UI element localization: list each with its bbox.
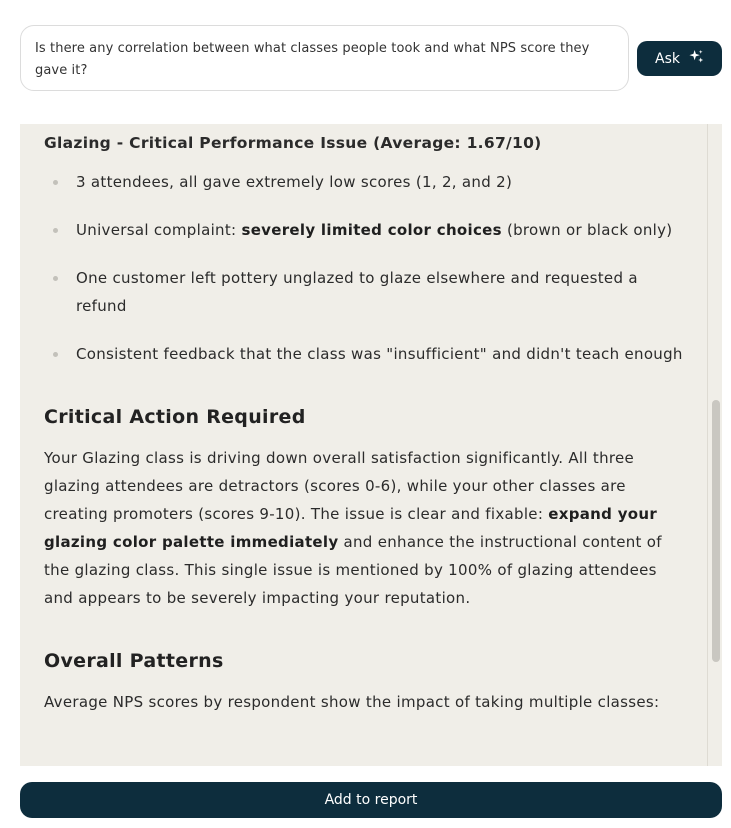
add-to-report-button[interactable] — [20, 782, 722, 818]
critical-action-heading: Critical Action Required — [44, 406, 306, 428]
ask-button-label: Ask — [655, 50, 680, 67]
ask-button[interactable] — [637, 41, 722, 76]
bullet-text: Consistent feedback that the class was "insufficient" and didn't teach enough — [76, 345, 683, 363]
list-item — [44, 216, 688, 244]
overall-patterns-paragraph: Average NPS scores by respondent show the impact of taking multiple classes: — [44, 693, 660, 711]
paragraph-text-pre: Your Glazing class is driving down overall satisfaction significantly. All three glazing attendees are detractors (scores 0-6), while your other classes are creating promoters (scores 9-10). The issue is clear and fixable: — [44, 449, 635, 523]
paragraph-text-bold: expand your glazing color palette immediately — [44, 505, 658, 551]
bullet-text-post: (brown or black only) — [501, 221, 673, 239]
overall-patterns-heading: Overall Patterns — [44, 650, 224, 672]
glazing-heading: Glazing - Critical Performance Issue (Average: 1.67/10) — [44, 134, 542, 152]
list-item — [44, 264, 688, 320]
scrollbar-track[interactable] — [707, 124, 722, 766]
add-to-report-label: Add to report — [324, 792, 418, 808]
bullet-text: One customer left pottery unglazed to glaze elsewhere and requested a refund — [76, 269, 638, 315]
question-text: Is there any correlation between what classes people took and what NPS score they gave it? — [35, 41, 590, 78]
list-item — [44, 340, 688, 368]
bullet-text: 3 attendees, all gave extremely low scores (1, 2, and 2) — [76, 173, 513, 191]
answer-content — [44, 132, 688, 716]
answer-panel — [20, 124, 722, 766]
list-item — [44, 168, 688, 196]
sparkle-icon — [689, 49, 704, 68]
bullet-text-bold: severely limited color choices — [241, 221, 502, 239]
critical-action-paragraph — [44, 444, 688, 612]
bullet-text-pre: Universal complaint: — [76, 221, 242, 239]
glazing-bullet-list — [44, 168, 688, 368]
paragraph-text-post: and enhance the instructional content of the glazing class. This single issue is mentioned by 100% of glazing attendees and appears to be severely impacting your reputation. — [44, 533, 662, 607]
scrollbar-thumb[interactable] — [712, 400, 720, 662]
question-input[interactable] — [20, 25, 629, 91]
